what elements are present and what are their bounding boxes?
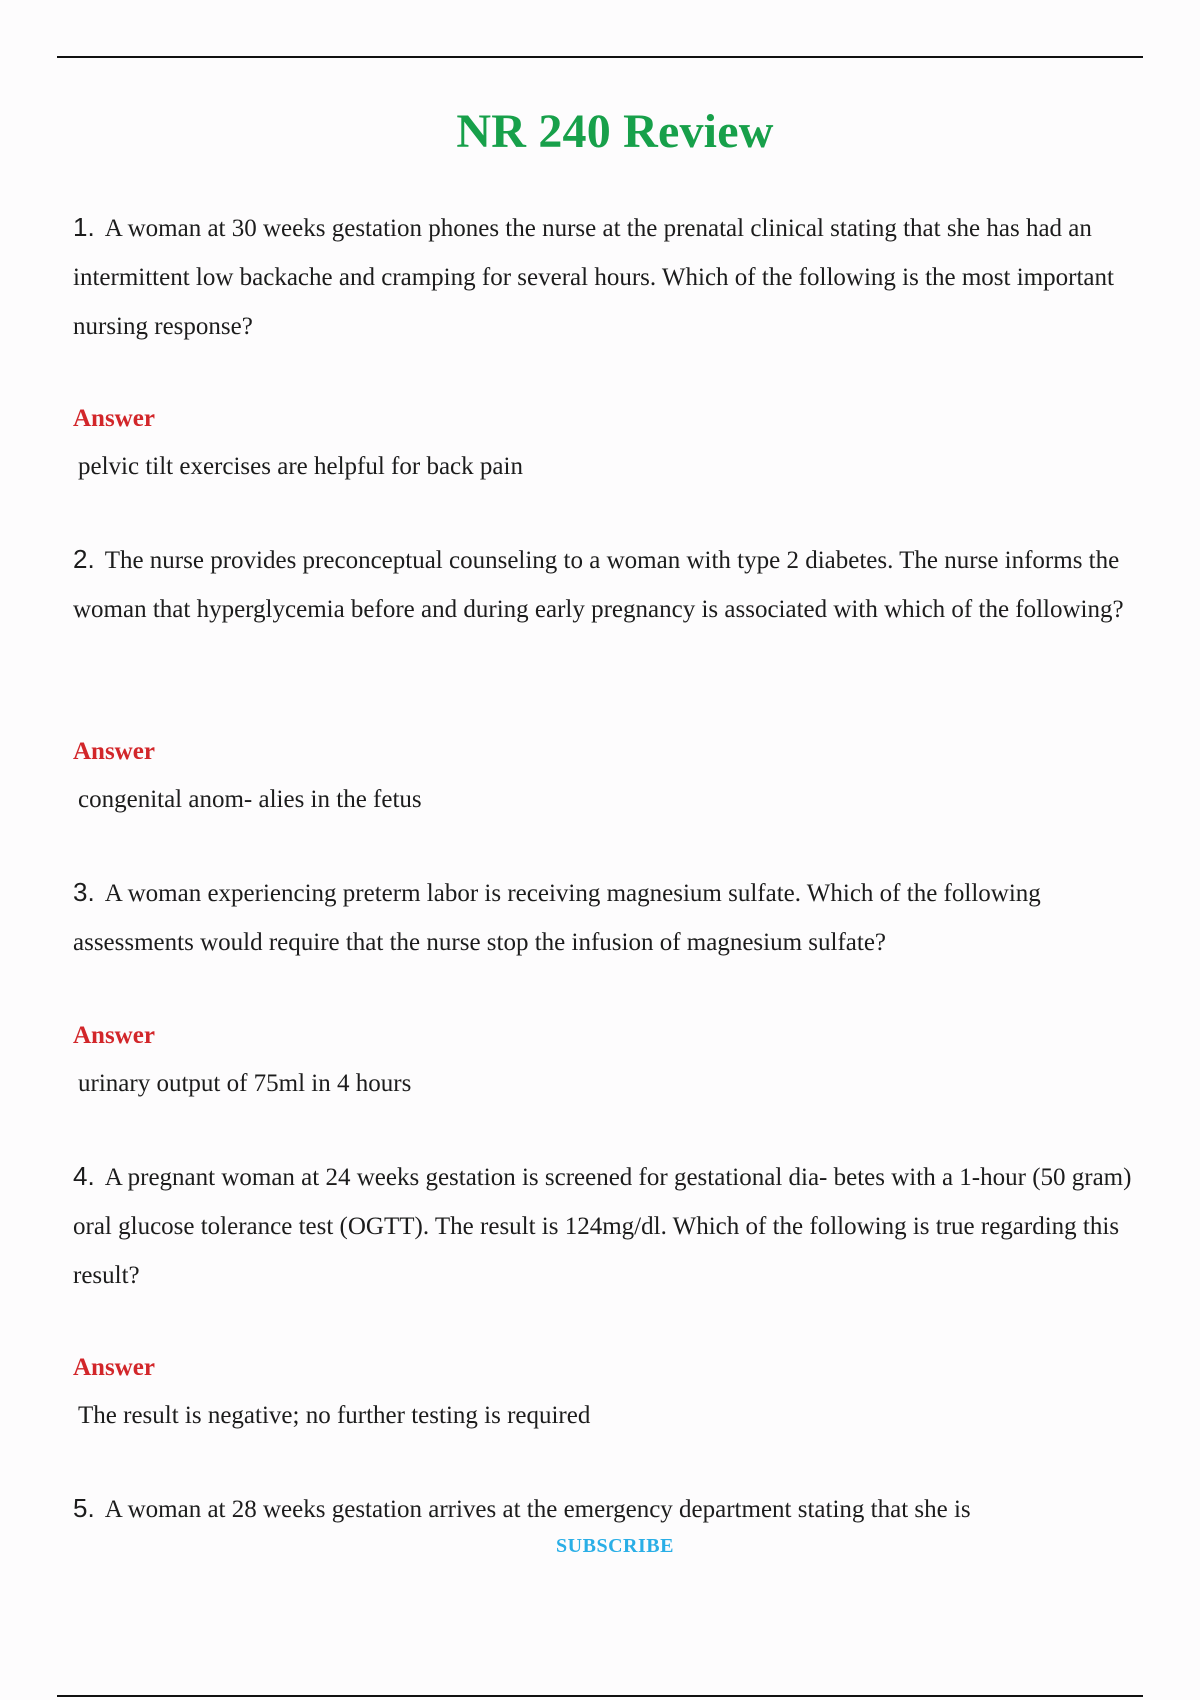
question-body: A woman at 30 weeks gestation phones the nurse at the prenatal clinical stating that she has had an intermittent low backache and cramping for several hours. Which of the following is the most important nursing response? (73, 215, 1114, 340)
question-5 (73, 1484, 1143, 1534)
question-number: 3. (73, 877, 95, 907)
question-body: A pregnant woman at 24 weeks gestation is screened for gestational dia- betes with a 1-hour (50 gram) oral glucose tolerance test (OGTT). The result is 124mg/dl. Which of the following is true regarding this result? (73, 1164, 1132, 1289)
question-body: The nurse provides preconceptual counseling to a woman with type 2 diabetes. The nurse informs the woman that hyperglycemia before and during early pregnancy is associated with which of the following? (73, 547, 1124, 623)
question-4 (73, 1152, 1143, 1300)
subscribe-link[interactable]: SUBSCRIBE (556, 1535, 674, 1557)
answer-label-1: Answer (73, 405, 155, 432)
question-body: A woman at 28 weeks gestation arrives at the emergency department stating that she is (104, 1496, 971, 1523)
question-3 (73, 868, 1143, 967)
question-text (73, 1484, 1143, 1534)
page-title: NR 240 Review (456, 105, 774, 159)
top-rule (57, 56, 1143, 58)
answer-text-4: The result is negative; no further testing is required (78, 1402, 591, 1429)
answer-text-1: pelvic tilt exercises are helpful for back pain (78, 453, 523, 480)
question-text (73, 868, 1143, 967)
answer-label-3: Answer (73, 1022, 155, 1049)
question-2 (73, 535, 1143, 634)
bottom-rule (57, 1695, 1143, 1697)
question-text (73, 535, 1143, 634)
question-text (73, 203, 1143, 351)
answer-text-3: urinary output of 75ml in 4 hours (78, 1070, 412, 1097)
question-number: 1. (73, 212, 95, 242)
question-text (73, 1152, 1143, 1300)
answer-text-2: congenital anom- alies in the fetus (78, 786, 422, 813)
answer-label-2: Answer (73, 738, 155, 765)
question-number: 4. (73, 1161, 95, 1191)
question-1 (73, 203, 1143, 351)
answer-label-4: Answer (73, 1354, 155, 1381)
question-number: 2. (73, 544, 95, 574)
question-number: 5. (73, 1493, 95, 1523)
question-body: A woman experiencing preterm labor is receiving magnesium sulfate. Which of the following assessments would require that the nurse stop the infusion of magnesium sulfate? (73, 880, 1041, 956)
